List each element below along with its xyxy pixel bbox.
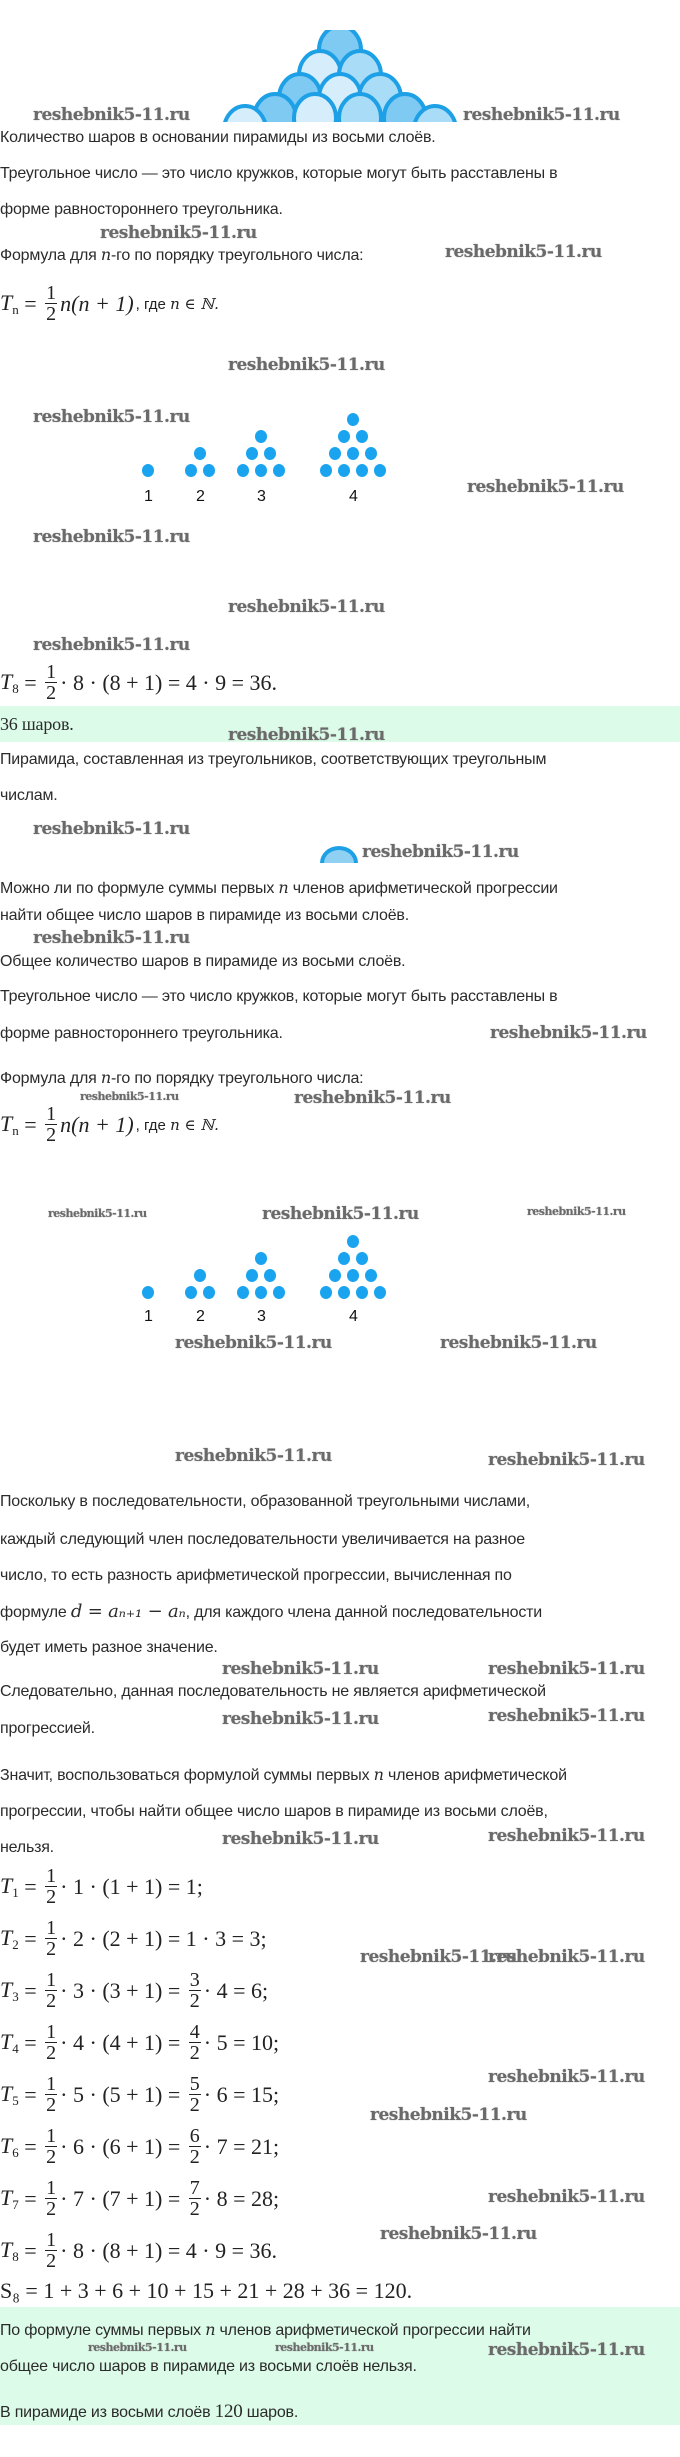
dot	[365, 1269, 377, 1282]
dot	[273, 464, 285, 477]
var-t: $T_7$	[0, 2184, 19, 2212]
watermark: reshebnik5-11.ru	[294, 1088, 451, 1108]
text: формуле	[0, 1604, 71, 1621]
denominator: 2	[46, 1124, 57, 1146]
watermark: reshebnik5-11.ru	[228, 597, 385, 617]
denominator: 2	[189, 2198, 200, 2220]
number-label-2: 2	[196, 1308, 205, 1325]
tn-formula	[0, 283, 134, 324]
equals: =	[18, 669, 43, 695]
dot	[237, 464, 249, 477]
watermark: reshebnik5-11.ru	[488, 1826, 645, 1846]
number-label-3: 3	[257, 1308, 266, 1325]
denominator: 2	[46, 682, 57, 704]
dot	[194, 447, 206, 460]
number-label-1: 1	[144, 1308, 153, 1325]
dot	[338, 464, 350, 477]
reason-line-4	[0, 1602, 542, 1623]
watermark: reshebnik5-11.ru	[175, 1446, 332, 1466]
text: , где	[135, 295, 171, 313]
formula-intro	[0, 245, 363, 266]
number-label-1: 1	[144, 488, 153, 505]
watermark: reshebnik5-11.ru	[88, 2341, 187, 2354]
math-set: n ∈ ℕ.	[170, 294, 219, 313]
question-line-1	[0, 878, 558, 899]
dot	[264, 447, 276, 460]
watermark: reshebnik5-11.ru	[48, 1207, 147, 1220]
pyramid-ball	[294, 94, 336, 122]
dot	[320, 1286, 332, 1299]
fraction	[189, 2178, 201, 2219]
question-line-2: найти общее число шаров в пирамиде из восьми слоёв.	[0, 907, 409, 924]
text: -го по порядку треугольного числа:	[110, 1070, 364, 1087]
denominator: 2	[46, 1990, 57, 2012]
answer-line-1	[0, 2320, 531, 2341]
fraction	[45, 2074, 57, 2115]
fraction	[189, 2126, 201, 2167]
var-t: $T_8$	[0, 2236, 19, 2264]
t-formula	[0, 2074, 279, 2115]
subscript: 3	[12, 1988, 19, 2004]
expression: n(n + 1)	[60, 1111, 134, 1137]
equals: =	[18, 2081, 43, 2107]
dot	[264, 1269, 276, 1282]
conclusion-line-1: Следовательно, данная последовательность не является арифметической	[0, 1683, 546, 1700]
subscript: 5	[12, 2092, 19, 2108]
text: членов арифметической	[383, 1767, 567, 1784]
t8-formula-row	[0, 662, 277, 703]
dot	[347, 1235, 359, 1248]
answer-line-2: общее число шаров в пирамиде из восьми слоёв нельзя.	[0, 2358, 417, 2375]
reason-line-2: каждый следующий член последовательности увеличивается на разное	[0, 1531, 525, 1548]
number-label-4: 4	[349, 1308, 358, 1325]
t-formula	[0, 1970, 268, 2011]
watermark: reshebnik5-11.ru	[488, 2187, 645, 2207]
equals: =	[18, 2237, 43, 2263]
reason-line-3: число, то есть разность арифметической прогрессии, вычисленная по	[0, 1567, 512, 1584]
var-t: $T_4$	[0, 2028, 19, 2056]
watermark: reshebnik5-11.ru	[490, 1023, 647, 1043]
watermark: reshebnik5-11.ru	[467, 477, 624, 497]
watermark: reshebnik5-11.ru	[33, 635, 190, 655]
watermark: reshebnik5-11.ru	[488, 2340, 645, 2360]
space	[180, 2134, 186, 2160]
watermark: reshebnik5-11.ru	[175, 1333, 332, 1353]
dot	[255, 1252, 267, 1265]
fraction	[45, 283, 57, 324]
dot	[374, 464, 386, 477]
fraction	[45, 662, 57, 703]
dot	[338, 1252, 350, 1265]
subscript: 1	[12, 1884, 19, 1900]
denominator: 2	[46, 2198, 57, 2220]
watermark: reshebnik5-11.ru	[33, 928, 190, 948]
equals: =	[18, 2185, 43, 2211]
numerator: 1	[46, 1969, 57, 1991]
text: -го по порядку треугольного числа:	[110, 247, 364, 264]
dot	[374, 1286, 386, 1299]
subscript: 8	[12, 680, 19, 696]
expression: · 5 = 10;	[203, 2029, 280, 2055]
therefore-line-2: прогрессии, чтобы найти общее число шаров в пирамиде из восьми слоёв,	[0, 1803, 548, 1820]
t8-formula	[0, 662, 277, 703]
text: , для каждого члена данной последовательности	[185, 1604, 542, 1621]
numerator: 1	[46, 2125, 57, 2147]
therefore-line-3: нельзя.	[0, 1839, 54, 1856]
dot	[338, 1286, 350, 1299]
expression: n(n + 1)	[60, 290, 134, 316]
dot	[255, 1286, 267, 1299]
math-n: n	[278, 878, 289, 897]
numerator: 1	[46, 661, 57, 683]
dot	[194, 1269, 206, 1282]
dot	[329, 1269, 341, 1282]
expression: · 7 · (7 + 1) =	[60, 2185, 181, 2211]
text: членов арифметической прогрессии	[288, 880, 558, 897]
expression: · 2 · (2 + 1) = 1 · 3 = 3;	[60, 1925, 267, 1951]
equals: =	[18, 290, 43, 316]
dot	[356, 430, 368, 443]
dot	[237, 1286, 249, 1299]
t-formula	[0, 2178, 279, 2219]
tn-where	[136, 295, 219, 313]
text: , где	[135, 1116, 171, 1134]
subscript: 7	[12, 2196, 19, 2212]
t-formula	[0, 2022, 279, 2063]
small-pyramid-image	[318, 843, 360, 863]
watermark: reshebnik5-11.ru	[80, 1090, 179, 1103]
dot	[356, 1286, 368, 1299]
pyramid-ball	[339, 94, 381, 122]
var-t: $T_3$	[0, 1976, 19, 2004]
expression: · 8 · (8 + 1) = 4 · 9 = 36.	[60, 2237, 278, 2263]
watermark: reshebnik5-11.ru	[380, 2224, 537, 2244]
fraction	[189, 2074, 201, 2115]
text: Формула для	[0, 1070, 101, 1087]
subscript: 8	[12, 2248, 19, 2264]
equals: =	[18, 2133, 43, 2159]
denominator: 2	[189, 1990, 200, 2012]
definition-line-1: Треугольное число — это число кружков, которые могут быть расставлены в	[0, 165, 558, 182]
therefore-line-1	[0, 1765, 567, 1786]
numerator: 1	[46, 2177, 57, 2199]
numerator: 1	[46, 2229, 57, 2251]
sum-text: S₈ = 1 + 3 + 6 + 10 + 15 + 21 + 28 + 36 = 120.	[0, 2278, 413, 2303]
answer-box-2	[0, 2307, 680, 2425]
watermark: reshebnik5-11.ru	[362, 842, 519, 862]
dot	[142, 464, 154, 477]
watermark: reshebnik5-11.ru	[228, 355, 385, 375]
watermark: reshebnik5-11.ru	[33, 527, 190, 547]
tn-where	[136, 1116, 219, 1134]
reason-line-1: Поскольку в последовательности, образованной треугольными числами,	[0, 1493, 530, 1510]
watermark: reshebnik5-11.ru	[488, 1947, 645, 1967]
watermark: reshebnik5-11.ru	[488, 1659, 645, 1679]
text: Формула для	[0, 247, 101, 264]
answer-text: 36 шаров.	[0, 714, 74, 734]
expression: · 7 = 21;	[203, 2133, 280, 2159]
math-n: n	[100, 1068, 111, 1087]
dot	[203, 1286, 215, 1299]
t-formula	[0, 1866, 203, 1907]
math-n: n	[205, 2320, 216, 2339]
denominator: 2	[189, 2094, 200, 2116]
expression: · 1 · (1 + 1) = 1;	[60, 1873, 203, 1899]
watermark: reshebnik5-11.ru	[33, 407, 190, 427]
total-heading: Общее количество шаров в пирамиде из восьми слоёв.	[0, 953, 406, 970]
space	[180, 2186, 186, 2212]
var-t: $T_8$	[0, 668, 19, 696]
text: По формуле суммы первых	[0, 2322, 206, 2339]
watermark: reshebnik5-11.ru	[222, 1709, 379, 1729]
math-set: n ∈ ℕ.	[170, 1115, 219, 1134]
denominator: 2	[46, 2042, 57, 2064]
conclusion-line-2: прогрессией.	[0, 1720, 95, 1737]
expression: · 6 = 15;	[203, 2081, 280, 2107]
definition-line-1: Треугольное число — это число кружков, которые могут быть расставлены в	[0, 988, 558, 1005]
numerator: 3	[189, 1969, 200, 1991]
numerator: 5	[189, 2073, 200, 2095]
dot	[185, 464, 197, 477]
equals: =	[18, 2029, 43, 2055]
subscript: n	[12, 301, 19, 317]
var-t: $T_5$	[0, 2080, 19, 2108]
var-t: $T_6$	[0, 2132, 19, 2160]
math-n: n	[100, 245, 111, 264]
answer-line-3	[0, 2402, 298, 2423]
dot	[338, 430, 350, 443]
equals: =	[18, 1925, 43, 1951]
formula-intro	[0, 1068, 363, 1089]
dot	[320, 464, 332, 477]
space	[180, 1978, 186, 2004]
number-label-2: 2	[196, 488, 205, 505]
dot	[185, 1286, 197, 1299]
dot	[246, 447, 258, 460]
numerator: 4	[189, 2021, 200, 2043]
definition-line-2: форме равностороннего треугольника.	[0, 201, 283, 218]
dot	[347, 1269, 359, 1282]
sum-formula	[0, 2278, 412, 2304]
expression: · 4 = 6;	[203, 1977, 269, 2003]
pyramid-caption-2: числам.	[0, 787, 58, 804]
text: Можно ли по формуле суммы первых	[0, 880, 279, 897]
expression: · 8 = 28;	[203, 2185, 280, 2211]
watermark: reshebnik5-11.ru	[262, 1204, 419, 1224]
var-t: $T_n$	[0, 289, 19, 317]
definition-line-2: форме равностороннего треугольника.	[0, 1025, 283, 1042]
watermark: reshebnik5-11.ru	[488, 2067, 645, 2087]
dot	[347, 447, 359, 460]
tn-formula-row	[0, 1104, 219, 1145]
text: Значит, воспользоваться формулой суммы первых	[0, 1767, 374, 1784]
dot	[356, 1252, 368, 1265]
fraction	[45, 1866, 57, 1907]
watermark: reshebnik5-11.ru	[488, 1450, 645, 1470]
reason-line-5: будет иметь разное значение.	[0, 1639, 218, 1656]
dot	[246, 1269, 258, 1282]
fraction	[45, 1918, 57, 1959]
watermark: reshebnik5-11.ru	[33, 819, 190, 839]
watermark: reshebnik5-11.ru	[222, 1659, 379, 1679]
denominator: 2	[189, 2146, 200, 2168]
fraction	[189, 2022, 201, 2063]
t-formula	[0, 2126, 279, 2167]
denominator: 2	[189, 2042, 200, 2064]
watermark: reshebnik5-11.ru	[527, 1205, 626, 1218]
expression: · 4 · (4 + 1) =	[60, 2029, 181, 2055]
watermark: reshebnik5-11.ru	[440, 1333, 597, 1353]
dot	[365, 447, 377, 460]
denominator: 2	[46, 2146, 57, 2168]
fraction	[45, 1970, 57, 2011]
denominator: 2	[46, 1938, 57, 1960]
fraction	[45, 1104, 57, 1145]
numerator: 7	[189, 2177, 200, 2199]
watermark: reshebnik5-11.ru	[228, 725, 385, 745]
fraction	[189, 1970, 201, 2011]
expression: · 6 · (6 + 1) =	[60, 2133, 181, 2159]
pyramid-caption-1: Пирамида, составленная из треугольников, соответствующих треугольным	[0, 751, 547, 768]
numerator: 1	[46, 2021, 57, 2043]
number-label-3: 3	[257, 488, 266, 505]
denominator: 2	[46, 303, 57, 325]
tn-formula	[0, 1104, 134, 1145]
watermark: reshebnik5-11.ru	[360, 1947, 517, 1967]
subscript: 2	[12, 1936, 19, 1952]
numerator: 1	[46, 1865, 57, 1887]
dot	[356, 464, 368, 477]
numerator: 1	[46, 2073, 57, 2095]
watermark: reshebnik5-11.ru	[488, 1706, 645, 1726]
math-n: n	[373, 1765, 384, 1784]
t-formula	[0, 1918, 267, 1959]
var-t: $T_2$	[0, 1924, 19, 1952]
equals: =	[18, 1977, 43, 2003]
fraction	[45, 2022, 57, 2063]
answer-number: 120	[214, 2401, 243, 2422]
dot	[329, 447, 341, 460]
space	[180, 2082, 186, 2108]
text: В пирамиде из восьми слоёв	[0, 2404, 215, 2421]
dot	[142, 1286, 154, 1299]
fraction	[45, 2178, 57, 2219]
subscript: 4	[12, 2040, 19, 2056]
tn-formula-row	[0, 283, 219, 324]
denominator: 2	[46, 1886, 57, 1908]
var-t: $T_n$	[0, 1110, 19, 1138]
expression: · 5 · (5 + 1) =	[60, 2081, 181, 2107]
expression: · 3 · (3 + 1) =	[60, 1977, 181, 2003]
denominator: 2	[46, 2250, 57, 2272]
watermark: reshebnik5-11.ru	[370, 2105, 527, 2125]
watermark: reshebnik5-11.ru	[33, 105, 190, 125]
intro-text: Количество шаров в основании пирамиды из восьми слоёв.	[0, 129, 436, 146]
watermark: reshebnik5-11.ru	[463, 105, 620, 125]
text: шаров.	[242, 2404, 299, 2421]
subscript: 6	[12, 2144, 19, 2160]
var-t: $T_1$	[0, 1872, 19, 1900]
watermark: reshebnik5-11.ru	[100, 223, 257, 243]
watermark: reshebnik5-11.ru	[275, 2341, 374, 2354]
numerator: 1	[46, 1103, 57, 1125]
space	[180, 2030, 186, 2056]
equals: =	[18, 1873, 43, 1899]
number-label-4: 4	[349, 488, 358, 505]
dot	[255, 430, 267, 443]
difference-formula: d = aₙ₊₁ − aₙ	[70, 1601, 186, 1622]
ball-pyramid-image	[215, 30, 465, 122]
dot	[273, 1286, 285, 1299]
fraction	[45, 2230, 57, 2271]
numerator: 6	[189, 2125, 200, 2147]
expression: · 8 · (8 + 1) = 4 · 9 = 36.	[60, 669, 278, 695]
dot	[255, 464, 267, 477]
fraction	[45, 2126, 57, 2167]
watermark: reshebnik5-11.ru	[445, 242, 602, 262]
text: членов арифметической прогрессии найти	[215, 2322, 531, 2339]
t-formula	[0, 2230, 277, 2271]
denominator: 2	[46, 2094, 57, 2116]
dot	[347, 413, 359, 426]
watermark: reshebnik5-11.ru	[222, 1829, 379, 1849]
numerator: 1	[46, 282, 57, 304]
subscript: n	[12, 1122, 19, 1138]
equals: =	[18, 1111, 43, 1137]
dot	[203, 464, 215, 477]
numerator: 1	[46, 1917, 57, 1939]
